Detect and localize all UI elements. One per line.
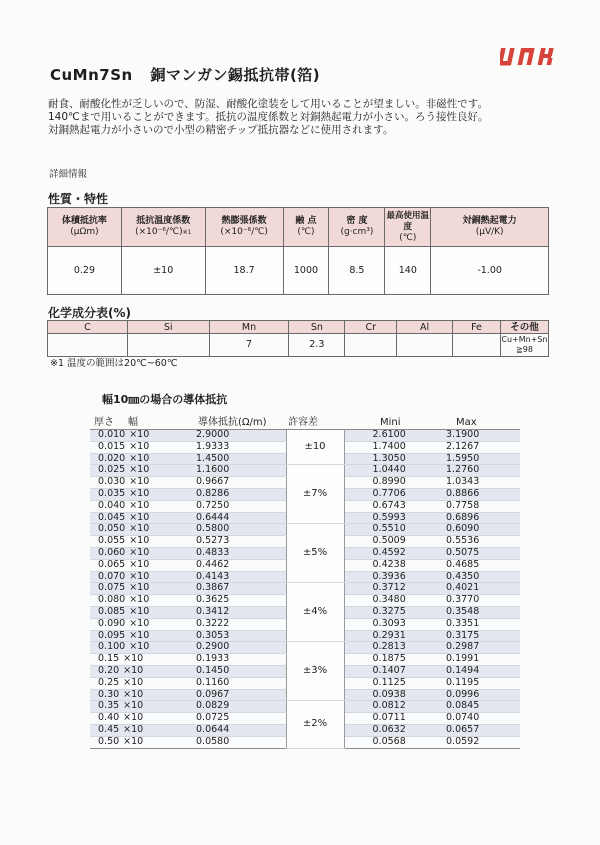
page-title <box>50 64 320 85</box>
dimension-cell: 0.100 ×10 <box>90 642 190 654</box>
resistance-table <box>90 417 520 749</box>
min-cell: 0.5510 <box>344 524 434 536</box>
max-cell: 0.1195 <box>434 677 520 689</box>
composition-heading: 化学成分表(%) <box>48 306 131 320</box>
table-row <box>90 524 520 536</box>
tolerance-cell: ±4% <box>286 583 344 642</box>
element-header: Fe <box>453 321 501 334</box>
column-header: Mini <box>380 416 401 428</box>
resistance-cell: 0.4833 <box>190 547 286 559</box>
dimension-cell: 0.020 ×10 <box>90 453 190 465</box>
resistance-cell: 2.9000 <box>190 430 286 442</box>
max-cell: 0.8866 <box>434 488 520 500</box>
min-cell: 0.0711 <box>344 713 434 725</box>
resistance-cell: 0.0829 <box>190 701 286 713</box>
dimension-cell: 0.35 ×10 <box>90 701 190 713</box>
min-cell: 0.6743 <box>344 500 434 512</box>
resistance-cell: 1.4500 <box>190 453 286 465</box>
min-cell: 1.7400 <box>344 441 434 453</box>
element-header: Sn <box>289 321 345 334</box>
dimension-cell: 0.025 ×10 <box>90 465 190 477</box>
description-line: 140℃まで用いることができます。抵抗の温度係数と対銅熱起電力が小さい。ろう接性良好。 <box>48 111 489 123</box>
resistance-cell: 0.0967 <box>190 689 286 701</box>
max-cell: 0.5075 <box>434 547 520 559</box>
resistance-cell: 0.7250 <box>190 500 286 512</box>
element-header: Mn <box>209 321 289 334</box>
max-cell: 0.4685 <box>434 559 520 571</box>
properties-table <box>47 207 549 295</box>
max-cell: 0.0657 <box>434 724 520 736</box>
resistance-cell: 0.2900 <box>190 642 286 654</box>
dimension-cell: 0.20 ×10 <box>90 665 190 677</box>
min-cell: 1.0440 <box>344 465 434 477</box>
header-cell: 密 度 (g·cm³) <box>329 208 385 247</box>
column-header: Max <box>456 416 477 428</box>
resistance-cell: 0.3867 <box>190 583 286 595</box>
table-row <box>90 642 520 654</box>
max-cell: 0.0845 <box>434 701 520 713</box>
dimension-cell: 0.40 ×10 <box>90 713 190 725</box>
dimension-cell: 0.50 ×10 <box>90 736 190 748</box>
element-value <box>48 334 128 357</box>
header-cell: 体積抵抗率 (μΩm) <box>48 208 122 247</box>
max-cell: 0.0740 <box>434 713 520 725</box>
min-cell: 0.4238 <box>344 559 434 571</box>
max-cell: 0.3175 <box>434 630 520 642</box>
element-header: その他 <box>500 321 548 334</box>
max-cell: 3.1900 <box>434 430 520 442</box>
element-header: Si <box>127 321 209 334</box>
max-cell: 0.7758 <box>434 500 520 512</box>
min-cell: 0.0568 <box>344 736 434 748</box>
description <box>48 98 489 137</box>
value-cell: 1000 <box>283 247 329 295</box>
max-cell: 0.2987 <box>434 642 520 654</box>
column-header: 許容差 <box>288 416 318 428</box>
element-value: Cu+Mn+Sn ≧98 <box>500 334 548 357</box>
header-cell: 融 点 (℃) <box>283 208 329 247</box>
min-cell: 2.6100 <box>344 430 434 442</box>
dimension-cell: 0.075 ×10 <box>90 583 190 595</box>
resistance-cell: 0.5273 <box>190 536 286 548</box>
min-cell: 0.0812 <box>344 701 434 713</box>
resistance-cell: 1.1600 <box>190 465 286 477</box>
max-cell: 0.0996 <box>434 689 520 701</box>
element-value <box>397 334 453 357</box>
element-header: Al <box>397 321 453 334</box>
table-row <box>90 583 520 595</box>
dimension-cell: 0.45 ×10 <box>90 724 190 736</box>
resistance-cell: 0.9667 <box>190 477 286 489</box>
dimension-cell: 0.055 ×10 <box>90 536 190 548</box>
min-cell: 0.1875 <box>344 654 434 666</box>
element-value: 2.3 <box>289 334 345 357</box>
max-cell: 0.4021 <box>434 583 520 595</box>
element-value <box>453 334 501 357</box>
max-cell: 0.0592 <box>434 736 520 748</box>
resistance-cell: 0.3625 <box>190 595 286 607</box>
min-cell: 0.5009 <box>344 536 434 548</box>
element-header: C <box>48 321 128 334</box>
table-row <box>90 465 520 477</box>
header-cell: 抵抗温度係数 (×10⁻⁶/℃)※1 <box>121 208 205 247</box>
value-cell: 18.7 <box>205 247 283 295</box>
element-value <box>345 334 397 357</box>
max-cell: 0.3351 <box>434 618 520 630</box>
tolerance-cell: ±3% <box>286 642 344 701</box>
element-value <box>127 334 209 357</box>
min-cell: 0.3275 <box>344 606 434 618</box>
min-cell: 0.3480 <box>344 595 434 607</box>
min-cell: 0.2931 <box>344 630 434 642</box>
max-cell: 0.1991 <box>434 654 520 666</box>
value-cell: 140 <box>385 247 431 295</box>
max-cell: 1.5950 <box>434 453 520 465</box>
resistance-cell: 0.3412 <box>190 606 286 618</box>
tolerance-cell: ±7% <box>286 465 344 524</box>
resistance-cell: 0.6444 <box>190 512 286 524</box>
header-cell: 対銅熱起電力 (μV/K) <box>431 208 549 247</box>
max-cell: 0.1494 <box>434 665 520 677</box>
resistance-cell: 0.1933 <box>190 654 286 666</box>
dimension-cell: 0.070 ×10 <box>90 571 190 583</box>
min-cell: 0.3936 <box>344 571 434 583</box>
resistance-cell: 0.0725 <box>190 713 286 725</box>
dimension-cell: 0.040 ×10 <box>90 500 190 512</box>
alloy-code: CuMn7Sn <box>50 66 133 84</box>
max-cell: 0.6896 <box>434 512 520 524</box>
resistance-cell: 0.4143 <box>190 571 286 583</box>
min-cell: 0.5993 <box>344 512 434 524</box>
header-cell: 熱膨張係数 (×10⁻⁶/℃) <box>205 208 283 247</box>
max-cell: 0.4350 <box>434 571 520 583</box>
dimension-cell: 0.035 ×10 <box>90 488 190 500</box>
max-cell: 0.3770 <box>434 595 520 607</box>
dimension-cell: 0.080 ×10 <box>90 595 190 607</box>
table-row <box>90 430 520 442</box>
min-cell: 0.4592 <box>344 547 434 559</box>
resistance-cell: 0.1450 <box>190 665 286 677</box>
max-cell: 2.1267 <box>434 441 520 453</box>
max-cell: 0.3548 <box>434 606 520 618</box>
resistance-cell: 0.4462 <box>190 559 286 571</box>
resistance-cell: 0.3053 <box>190 630 286 642</box>
min-cell: 0.2813 <box>344 642 434 654</box>
dimension-cell: 0.085 ×10 <box>90 606 190 618</box>
value-cell: 8.5 <box>329 247 385 295</box>
dimension-cell: 0.25 ×10 <box>90 677 190 689</box>
dimension-cell: 0.015 ×10 <box>90 441 190 453</box>
dimension-cell: 0.030 ×10 <box>90 477 190 489</box>
tolerance-cell: ±5% <box>286 524 344 583</box>
dimension-cell: 0.095 ×10 <box>90 630 190 642</box>
dimension-cell: 0.060 ×10 <box>90 547 190 559</box>
tolerance-cell: ±10 <box>286 430 344 465</box>
resistance-cell: 0.3222 <box>190 618 286 630</box>
resistance-cell: 0.8286 <box>190 488 286 500</box>
min-cell: 0.0632 <box>344 724 434 736</box>
value-cell: -1.00 <box>431 247 549 295</box>
value-cell: 0.29 <box>48 247 122 295</box>
min-cell: 0.0938 <box>344 689 434 701</box>
description-line: 対銅熱起電力が小さいので小型の精密チップ抵抗器などに使用されます。 <box>48 124 394 136</box>
value-cell: ±10 <box>121 247 205 295</box>
dimension-cell: 0.010 ×10 <box>90 430 190 442</box>
min-cell: 1.3050 <box>344 453 434 465</box>
footnote: ※1 温度の範囲は20℃~60℃ <box>50 358 178 369</box>
tolerance-cell: ±2% <box>286 701 344 748</box>
dimension-cell: 0.050 ×10 <box>90 524 190 536</box>
max-cell: 1.2760 <box>434 465 520 477</box>
dimension-cell: 0.30 ×10 <box>90 689 190 701</box>
element-value: 7 <box>209 334 289 357</box>
properties-heading: 性質・特性 <box>48 192 109 206</box>
min-cell: 0.7706 <box>344 488 434 500</box>
dimension-cell: 0.045 ×10 <box>90 512 190 524</box>
min-cell: 0.1407 <box>344 665 434 677</box>
resistance-cell: 0.5800 <box>190 524 286 536</box>
composition-table <box>47 320 549 357</box>
resistance-cell: 0.1160 <box>190 677 286 689</box>
min-cell: 0.3712 <box>344 583 434 595</box>
max-cell: 0.6090 <box>434 524 520 536</box>
resistance-cell: 0.0644 <box>190 724 286 736</box>
resistance-cell: 0.0580 <box>190 736 286 748</box>
dimension-cell: 0.090 ×10 <box>90 618 190 630</box>
detail-label: 詳細情報 <box>49 169 88 180</box>
element-header: Cr <box>345 321 397 334</box>
company-logo <box>500 44 562 72</box>
resistance-cell: 1.9333 <box>190 441 286 453</box>
max-cell: 1.0343 <box>434 477 520 489</box>
min-cell: 0.1125 <box>344 677 434 689</box>
min-cell: 0.3093 <box>344 618 434 630</box>
dimension-cell: 0.15 ×10 <box>90 654 190 666</box>
dimension-cell: 0.065 ×10 <box>90 559 190 571</box>
header-cell: 最高使用温度 (℃) <box>385 208 431 247</box>
table-row <box>90 701 520 713</box>
column-header: 導体抵抗(Ω/m) <box>198 416 267 428</box>
column-header: 厚さ 幅 <box>94 416 138 428</box>
max-cell: 0.5536 <box>434 536 520 548</box>
resistance-heading: 幅10㎜の場合の導体抵抗 <box>102 393 228 406</box>
min-cell: 0.8990 <box>344 477 434 489</box>
description-line: 耐食、耐酸化性が乏しいので、防湿、耐酸化塗装をして用いることが望ましい。非磁性です。 <box>48 98 488 110</box>
product-name: 銅マンガン錫抵抗帯(箔) <box>150 66 321 84</box>
